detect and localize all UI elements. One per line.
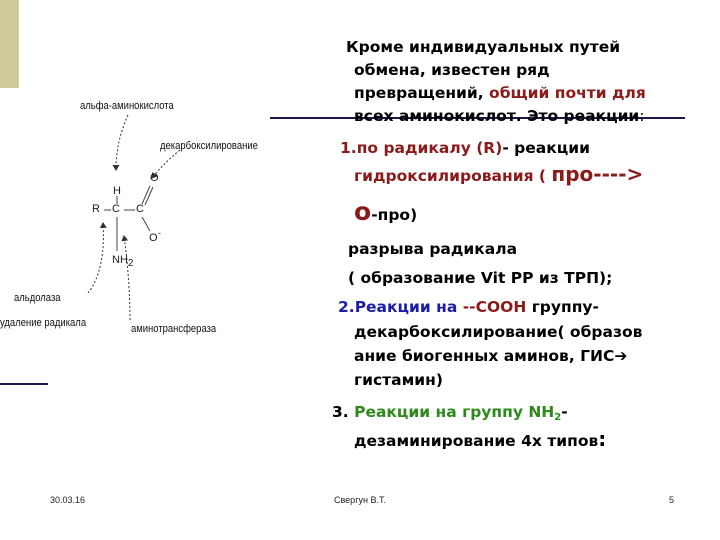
- atom-nh-text: NH: [112, 254, 128, 266]
- item-2-number: 2.: [338, 298, 355, 316]
- footer-date: 30.03.16: [50, 495, 86, 505]
- item-2-title: Реакции на: [354, 298, 463, 316]
- text-line-3b: общий почти для: [489, 84, 646, 102]
- item-2-line-1: [338, 297, 599, 318]
- item-3-dash: -: [561, 403, 568, 421]
- item-1-line-1: [340, 138, 590, 159]
- item-2-line-3: [354, 346, 627, 367]
- decor-bar: [0, 0, 19, 90]
- item-2-amines: ание биогенных аминов, ГИС: [354, 347, 615, 365]
- atom-nh2: [112, 254, 133, 269]
- item-3-title: Реакции на группу NH: [354, 403, 555, 421]
- item-2-cooh: --СООН: [462, 298, 527, 316]
- atom-c-alpha: C: [112, 203, 120, 215]
- label-transaminase: аминотрансфераза: [131, 323, 217, 335]
- text-line-1: Кроме индивидуальных путей: [346, 38, 621, 56]
- item-1-opro: -про): [371, 206, 418, 224]
- atom-o-double: O: [150, 172, 159, 184]
- item-2-group: группу-: [526, 298, 599, 316]
- text-line-3: [354, 83, 646, 104]
- item-2-line-2: декарбоксилирование( образов: [354, 323, 643, 341]
- item-1-line-3: [354, 197, 418, 226]
- charge-minus: -: [158, 228, 161, 238]
- footer-author: Свергун В.Т.: [334, 495, 386, 505]
- text-line-2: обмена, известен ряд: [354, 61, 550, 79]
- item-1-title: по радикалу (R): [356, 139, 503, 157]
- arrow-right-icon: ➔: [614, 347, 628, 365]
- text-line-3a: превращений,: [354, 84, 490, 102]
- atom-r: R: [92, 203, 100, 215]
- label-alpha-amino-acid: альфа-аминокислота: [80, 100, 174, 112]
- item-3-deamination: дезаминирование 4х типов: [354, 432, 599, 450]
- item-1-hydroxylation: гидроксилирования (: [354, 167, 552, 185]
- footer-page-number: 5: [669, 495, 675, 505]
- atom-h: H: [113, 185, 121, 197]
- text-line-4a: всех аминокислот. Это реакции: [354, 107, 640, 125]
- item-1-line-2: [354, 164, 643, 187]
- diagram-graphics: [0, 88, 270, 384]
- item-3-number: 3.: [332, 403, 355, 421]
- item-3-line-1: [332, 402, 568, 428]
- text-line-4: [354, 106, 645, 127]
- atom-nh-subscript: 2: [127, 258, 134, 269]
- amino-acid-diagram: [0, 88, 270, 384]
- text-line-4-colon: :: [639, 107, 645, 125]
- label-radical-removal: удаление радикала: [0, 317, 87, 329]
- item-3-colon: :: [598, 427, 607, 451]
- item-1-o: о: [354, 197, 372, 226]
- item-1-line-4: разрыва радикала: [348, 240, 518, 258]
- atom-c-carboxyl: C: [136, 203, 144, 215]
- item-3-line-2: [354, 429, 606, 452]
- item-1-number: 1.: [340, 139, 357, 157]
- atom-o-minus: O: [149, 232, 158, 244]
- divider-bottom: [0, 383, 48, 385]
- label-decarboxylation: декарбоксилирование: [160, 140, 258, 152]
- item-3-subscript: 2: [554, 412, 562, 423]
- item-1-pro: про---->: [551, 162, 644, 186]
- item-1-line-5: ( образование Vit PP из ТРП);: [348, 269, 613, 287]
- item-2-line-4: гистамин): [354, 371, 443, 389]
- item-1-suffix: - реакции: [502, 139, 590, 157]
- label-aldolase: альдолаза: [14, 292, 61, 304]
